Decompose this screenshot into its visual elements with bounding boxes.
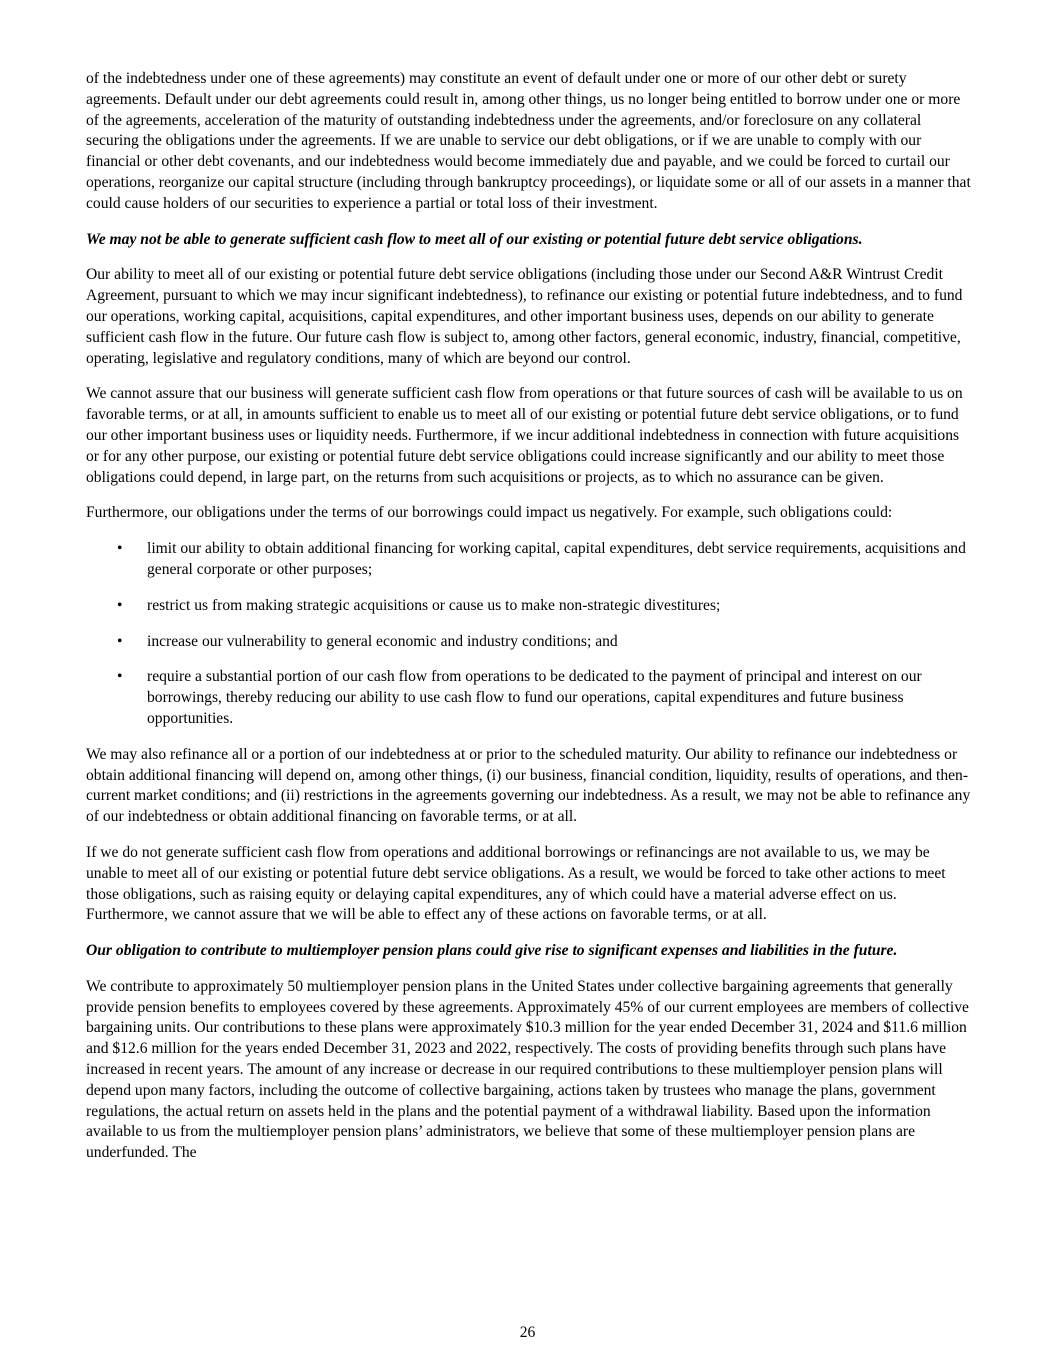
document-page <box>86 69 971 1179</box>
list-item-text: limit our ability to obtain additional financing for working capital, capital expenditures, debt service requirements, acquisitions and general corporate or other purposes; <box>147 540 966 578</box>
paragraph-debt-service-ability: Our ability to meet all of our existing or potential future debt service obligations (including those under our Second A&R Wintrust Credit Agreement, pursuant to which we may incur significant indebtedness), to refinance our existing or potential future indebtedness, and to fund our operations, working capital, acquisitions, capital expenditures, and other important business uses, depends on our ability to generate sufficient cash flow in the future. Our future cash flow is subject to, among other factors, general economic, industry, financial, competitive, operating, legislative and regulatory conditions, many of which are beyond our control. <box>86 266 963 367</box>
page-number: 26 <box>519 1324 536 1341</box>
list-item-text: require a substantial portion of our cash flow from operations to be dedicated to the payment of principal and interest on our borrowings, thereby reducing our ability to use cash flow to fund our operations, capital expenditures and future business opportunities. <box>147 668 922 727</box>
heading-cash-flow-risk: We may not be able to generate sufficient cash flow to meet all of our existing or potential future debt service obligations. <box>86 230 863 248</box>
bullet-icon: • <box>117 540 123 558</box>
paragraph-multiemployer-pension: We contribute to approximately 50 multiemployer pension plans in the United States under collective bargaining agreements that generally provide pension benefits to employees covered by these agreements. Approximately 45% of our current employees are members of collective bargaining units. Our contributions to these plans were approximately $10.3 million for the year ended December 31, 2024 and $11.6 million and $12.6 million for the years ended December 31, 2023 and 2022, respectively. The costs of providing benefits through such plans have increased in recent years. The amount of any increase or decrease in our required contributions to these multiemployer pension plans will depend upon many factors, including the outcome of collective bargaining, actions taken by trustees who manage the plans, government regulations, the actual return on assets held in the plans and the potential payment of a withdrawal liability. Based upon the information available to us from the multiemployer pension plans’ administrators, we believe that some of these multiemployer pension plans are underfunded. The <box>86 977 969 1162</box>
obligations-bullet-list <box>86 539 971 730</box>
paragraph-cash-flow-assurance: We cannot assure that our business will generate sufficient cash flow from operations or that future sources of cash will be available to us on favorable terms, or at all, in amounts sufficient to enable us to meet all of our existing or potential future debt service obligations, or to fund our other important business uses or liquidity needs. Furthermore, if we incur additional indebtedness in connection with future acquisitions or for any other purpose, our existing or potential future debt service obligations could increase significantly and our ability to meet those obligations could depend, in large part, on the returns from such acquisitions or projects, as to which no assurance can be given. <box>86 385 963 486</box>
list-item-text: restrict us from making strategic acquisitions or cause us to make non-strategic divestitures; <box>147 596 721 614</box>
list-item <box>86 539 971 581</box>
paragraph-default-consequences: of the indebtedness under one of these agreements) may constitute an event of default under one or more of our other debt or surety agreements. Default under our debt agreements could result in, among other things, us no longer being entitled to borrow under one or more of the agreements, acceleration of the maturity of outstanding indebtedness under the agreements, and/or foreclosure on any collateral securing the obligations under the agreements. If we are unable to service our debt obligations, or if we are unable to comply with our financial or other debt covenants, and our indebtedness would become immediately due and payable, and we could be forced to curtail our operations, reorganize our capital structure (including through bankruptcy proceedings), or liquidate some or all of our assets in a manner that could cause holders of our securities to experience a partial or total loss of their investment. <box>86 70 971 212</box>
bullet-icon: • <box>117 596 123 614</box>
bullet-icon: • <box>117 632 123 650</box>
list-item-text: increase our vulnerability to general economic and industry conditions; and <box>147 632 618 650</box>
paragraph-refinance: We may also refinance all or a portion of our indebtedness at or prior to the scheduled maturity. Our ability to refinance our indebtedness or obtain additional financing will depend on, among other things, (i) our business, financial condition, liquidity, results of operations, and then-current market conditions; and (ii) restrictions in the agreements governing our indebtedness. As a result, we may not be able to refinance any of our indebtedness or obtain additional financing on favorable terms, or at all. <box>86 745 971 826</box>
list-item <box>86 667 971 729</box>
paragraph-obligations-intro: Furthermore, our obligations under the terms of our borrowings could impact us negatively. For example, such obligations could: <box>86 504 893 522</box>
paragraph-insufficient-cash-flow: If we do not generate sufficient cash flow from operations and additional borrowings or refinancings are not available to us, we may be unable to meet all of our existing or potential future debt service obligations. As a result, we would be forced to take other actions to meet those obligations, such as raising equity or delaying capital expenditures, any of which could have a material adverse effect on us. Furthermore, we cannot assure that we will be able to effect any of these actions on favorable terms, or at all. <box>86 843 946 924</box>
list-item <box>86 632 971 653</box>
list-item <box>86 596 971 617</box>
heading-pension-plan-risk: Our obligation to contribute to multiemployer pension plans could give rise to significant expenses and liabilities in the future. <box>86 942 898 960</box>
bullet-icon: • <box>117 668 123 686</box>
